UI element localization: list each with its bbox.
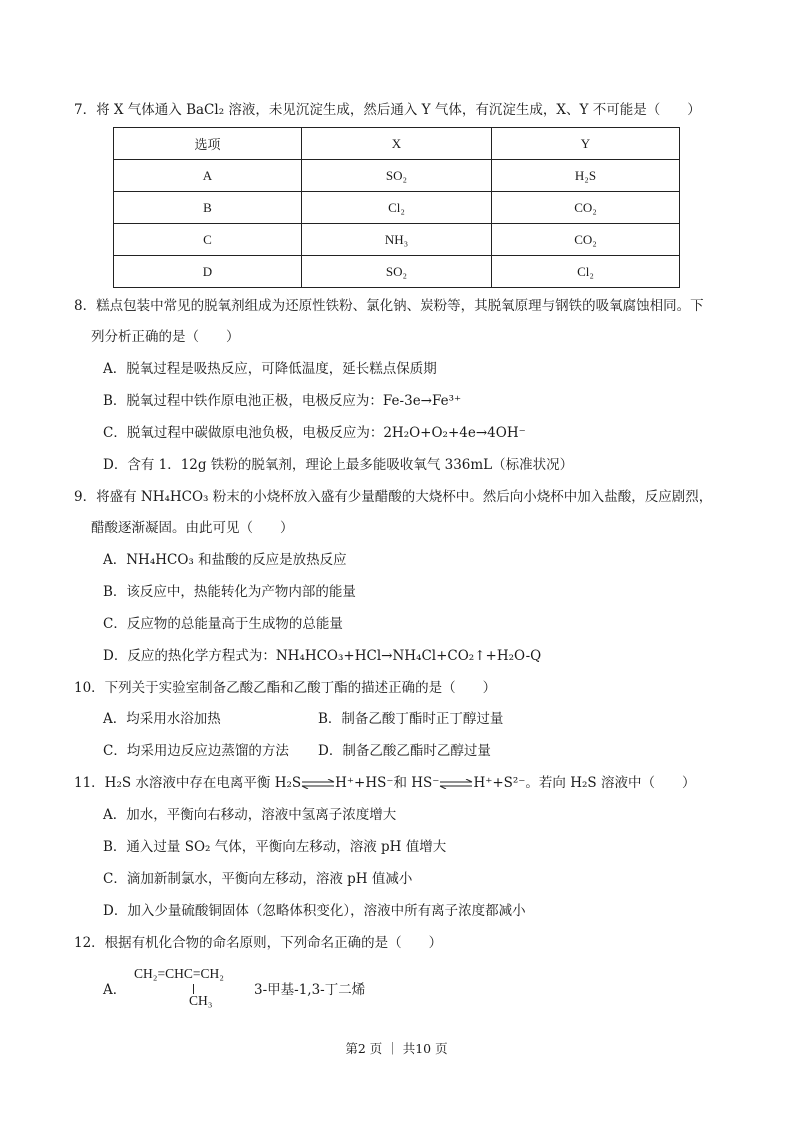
table-cell: A — [114, 160, 302, 192]
q11-stem — [74, 774, 695, 792]
q9-stem-line2: 醋酸逐渐凝固。由此可见（ ） — [91, 520, 294, 536]
table-cell: H₂S — [492, 160, 680, 192]
table-header-cell: X — [302, 128, 492, 160]
q12-stem: 12．根据有机化合物的命名原则，下列命名正确的是（ ） — [74, 935, 443, 951]
q8-option-b: B．脱氧过程中铁作原电池正极，电极反应为：Fe-3e→Fe³⁺ — [103, 393, 462, 409]
q10-stem: 10．下列关于实验室制备乙酸乙酯和乙酸丁酯的描述正确的是（ ） — [74, 680, 497, 696]
page-footer: 第2 页 ｜ 共10 页 — [345, 1041, 448, 1056]
equilibrium-arrow-icon — [439, 779, 473, 789]
q7-options-table — [113, 127, 680, 288]
q9-stem-line1: 9．将盛有 NH₄HCO₃ 粉末的小烧杯放入盛有少量醋酸的大烧杯中。然后向小烧杯中加入盐酸，反应剧烈， — [74, 489, 713, 505]
table-row — [114, 192, 680, 224]
table-cell: B — [114, 192, 302, 224]
q11-option-a: A．加水，平衡向右移动，溶液中氢离子浓度增大 — [103, 807, 397, 823]
table-header-cell: 选项 — [114, 128, 302, 160]
q10-option-d: D．制备乙酸乙酯时乙醇过量 — [318, 743, 491, 759]
table-cell: Cl₂ — [492, 256, 680, 288]
table-cell: SO₂ — [302, 160, 492, 192]
q9-option-a: A．NH₄HCO₃ 和盐酸的反应是放热反应 — [103, 552, 347, 568]
q7-stem: 7．将 X 气体通入 BaCl₂ 溶液，未见沉淀生成，然后通入 Y 气体，有沉淀生成，X、Y 不可能是（ ） — [74, 102, 701, 118]
q8-option-d: D．含有 1．12g 铁粉的脱氧剂，理论上最多能吸收氧气 336mL（标准状况） — [103, 457, 574, 473]
table-cell: C — [114, 224, 302, 256]
q9-option-d: D．反应的热化学方程式为：NH₄HCO₃+HCl→NH₄Cl+CO₂↑+H₂O-Q — [103, 648, 542, 664]
q8-option-a: A．脱氧过程是吸热反应，可降低温度，延长糕点保质期 — [103, 361, 437, 377]
table-row — [114, 224, 680, 256]
q10-option-b: B．制备乙酸丁酯时正丁醇过量 — [318, 711, 504, 727]
q9-option-b: B．该反应中，热能转化为产物内部的能量 — [103, 584, 356, 600]
q9-option-c: C．反应物的总能量高于生成物的总能量 — [103, 616, 343, 632]
q12-option-a-structure — [134, 966, 244, 1016]
structure-substituent: CH₃ — [189, 993, 213, 1008]
q11-stem-part3: H⁺+S²⁻。若向 H₂S 溶液中（ ） — [473, 775, 696, 791]
q11-stem-part1: 11．H₂S 水溶液中存在电离平衡 H₂S — [74, 775, 302, 791]
q11-option-d: D．加入少量硫酸铜固体（忽略体积变化），溶液中所有离子浓度都减小 — [103, 903, 526, 919]
q8-stem-line1: 8．糕点包装中常见的脱氧剂组成为还原性铁粉、氯化钠、炭粉等，其脱氧原理与钢铁的吸氧腐蚀相同。下 — [74, 298, 704, 314]
table-cell: CO₂ — [492, 224, 680, 256]
q12-option-a-label: A． — [103, 982, 127, 998]
q11-stem-part2: H⁺+HS⁻和 HS⁻ — [335, 775, 440, 791]
table-cell: NH₃ — [302, 224, 492, 256]
q10-option-a: A．均采用水浴加热 — [103, 711, 221, 727]
q12-option-a-name: 3-甲基-1,3-丁二烯 — [254, 982, 366, 998]
table-cell: D — [114, 256, 302, 288]
table-cell: Cl₂ — [302, 192, 492, 224]
structure-main-chain: CH₂=CHC=CH₂ — [134, 966, 224, 981]
table-row — [114, 256, 680, 288]
q8-option-c: C．脱氧过程中碳做原电池负极，电极反应为：2H₂O+O₂+4e→4OH⁻ — [103, 425, 526, 441]
q8-stem-line2: 列分析正确的是（ ） — [91, 329, 240, 345]
table-header-cell: Y — [492, 128, 680, 160]
equilibrium-arrow-icon — [301, 779, 335, 789]
table-cell: CO₂ — [492, 192, 680, 224]
q11-option-b: B．通入过量 SO₂ 气体，平衡向左移动，溶液 pH 值增大 — [103, 839, 447, 855]
table-header-row — [114, 128, 680, 160]
q10-option-c: C．均采用边反应边蒸馏的方法 — [103, 743, 289, 759]
table-cell: SO₂ — [302, 256, 492, 288]
table-row — [114, 160, 680, 192]
q11-option-c: C．滴加新制氯水，平衡向左移动，溶液 pH 值减小 — [103, 871, 413, 887]
